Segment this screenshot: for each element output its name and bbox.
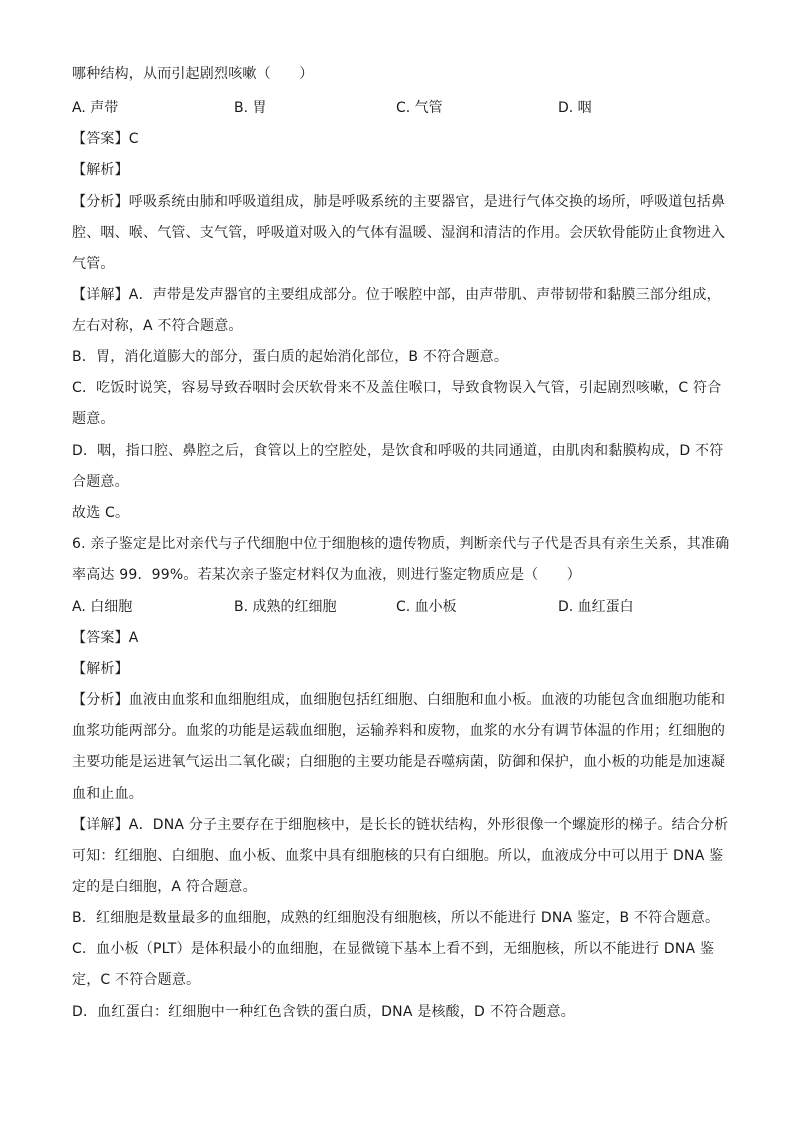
q5-analysis-line: 【详解】A．声带是发声器官的主要组成部分。位于喉腔中部，由声带肌、声带韧带和黏膜三部分组成， bbox=[72, 287, 721, 303]
q6-option-a: A. 白细胞 bbox=[72, 599, 133, 615]
q6-analysis-line: 血浆功能两部分。血浆的功能是运载血细胞，运输养料和废物，血浆的水分有调节体温的作用；红细胞的 bbox=[72, 723, 726, 739]
q6-analysis-line: D．血红蛋白：红细胞中一种红色含铁的蛋白质，DNA 是核酸，D 不符合题意。 bbox=[72, 1004, 575, 1020]
q6-analysis-line: 可知：红细胞、白细胞、血小板、血浆中具有细胞核的只有白细胞。所以，血液成分中可以用于 DNA 鉴 bbox=[72, 848, 724, 864]
q5-answer: 【答案】C bbox=[72, 131, 139, 147]
q6-analysis-line: C．血小板（PLT）是体积最小的血细胞，在显微镜下基本上看不到，无细胞核，所以不能进行 DNA 鉴 bbox=[72, 941, 715, 957]
q6-analysis-line: 定，C 不符合题意。 bbox=[72, 972, 201, 988]
q5-analysis-label: 【解析】 bbox=[72, 162, 129, 178]
q5-analysis-line: B．胃，消化道膨大的部分，蛋白质的起始消化部位，B 不符合题意。 bbox=[72, 349, 509, 365]
q6-analysis-line: 【分析】血液由血浆和血细胞组成，血细胞包括红细胞、白细胞和血小板。血液的功能包含血细胞功能和 bbox=[72, 692, 726, 708]
q5-analysis-line: 左右对称，A 不符合题意。 bbox=[72, 318, 243, 334]
q6-analysis-line: 定的是白细胞，A 符合题意。 bbox=[72, 879, 257, 895]
q6-option-b: B. 成熟的红细胞 bbox=[234, 599, 337, 615]
q5-conclusion: 故选 C。 bbox=[72, 505, 130, 521]
q5-options bbox=[72, 98, 728, 118]
q6-answer: 【答案】A bbox=[72, 630, 139, 646]
q5-option-b: B. 胃 bbox=[234, 100, 267, 116]
q6-analysis-label: 【解析】 bbox=[72, 661, 129, 677]
q5-analysis-line: 【分析】呼吸系统由肺和呼吸道组成，肺是呼吸系统的主要器官，是进行气体交换的场所，呼吸道包括鼻 bbox=[72, 194, 726, 210]
q5-option-a: A. 声带 bbox=[72, 100, 119, 116]
q5-analysis-line: 题意。 bbox=[72, 411, 115, 427]
q6-analysis-line: 【详解】A．DNA 分子主要存在于细胞核中，是长长的链状结构，外形很像一个螺旋形的梯子。结合分析 bbox=[72, 817, 729, 833]
q5-option-c: C. 气管 bbox=[396, 100, 443, 116]
q6-option-d: D. 血红蛋白 bbox=[558, 599, 634, 615]
q6-options bbox=[72, 597, 728, 617]
q5-analysis-line: 气管。 bbox=[72, 256, 115, 272]
q5-stem-tail: 哪种结构，从而引起剧烈咳嗽（ ） bbox=[72, 66, 314, 82]
q6-stem-line: 6. 亲子鉴定是比对亲代与子代细胞中位于细胞核的遗传物质，判断亲代与子代是否具有亲生关系，其准确 bbox=[72, 536, 730, 552]
q6-stem-line: 率高达 99．99%。若某次亲子鉴定材料仅为血液，则进行鉴定物质应是（ ） bbox=[72, 567, 581, 583]
q6-option-c: C. 血小板 bbox=[396, 599, 457, 615]
q5-analysis-line: D．咽，指口腔、鼻腔之后，食管以上的空腔处，是饮食和呼吸的共同通道，由肌肉和黏膜构成，D 不符 bbox=[72, 443, 724, 459]
q6-analysis-line: 血和止血。 bbox=[72, 786, 143, 802]
q5-analysis-line: 合题意。 bbox=[72, 474, 129, 490]
q5-analysis-line: C．吃饭时说笑，容易导致吞咽时会厌软骨来不及盖住喉口，导致食物误入气管，引起剧烈咳嗽，C 符合 bbox=[72, 380, 722, 396]
q5-option-d: D. 咽 bbox=[558, 100, 592, 116]
q5-analysis-line: 腔、咽、喉、气管、支气管，呼吸道对吸入的气体有温暖、湿润和清洁的作用。会厌软骨能防止食物进入 bbox=[72, 225, 726, 241]
q6-analysis-line: B．红细胞是数量最多的血细胞，成熟的红细胞没有细胞核，所以不能进行 DNA 鉴定，B 不符合题意。 bbox=[72, 910, 720, 926]
q6-analysis-line: 主要功能是运进氧气运出二氧化碳；白细胞的主要功能是吞噬病菌，防御和保护，血小板的功能是加速凝 bbox=[72, 754, 726, 770]
